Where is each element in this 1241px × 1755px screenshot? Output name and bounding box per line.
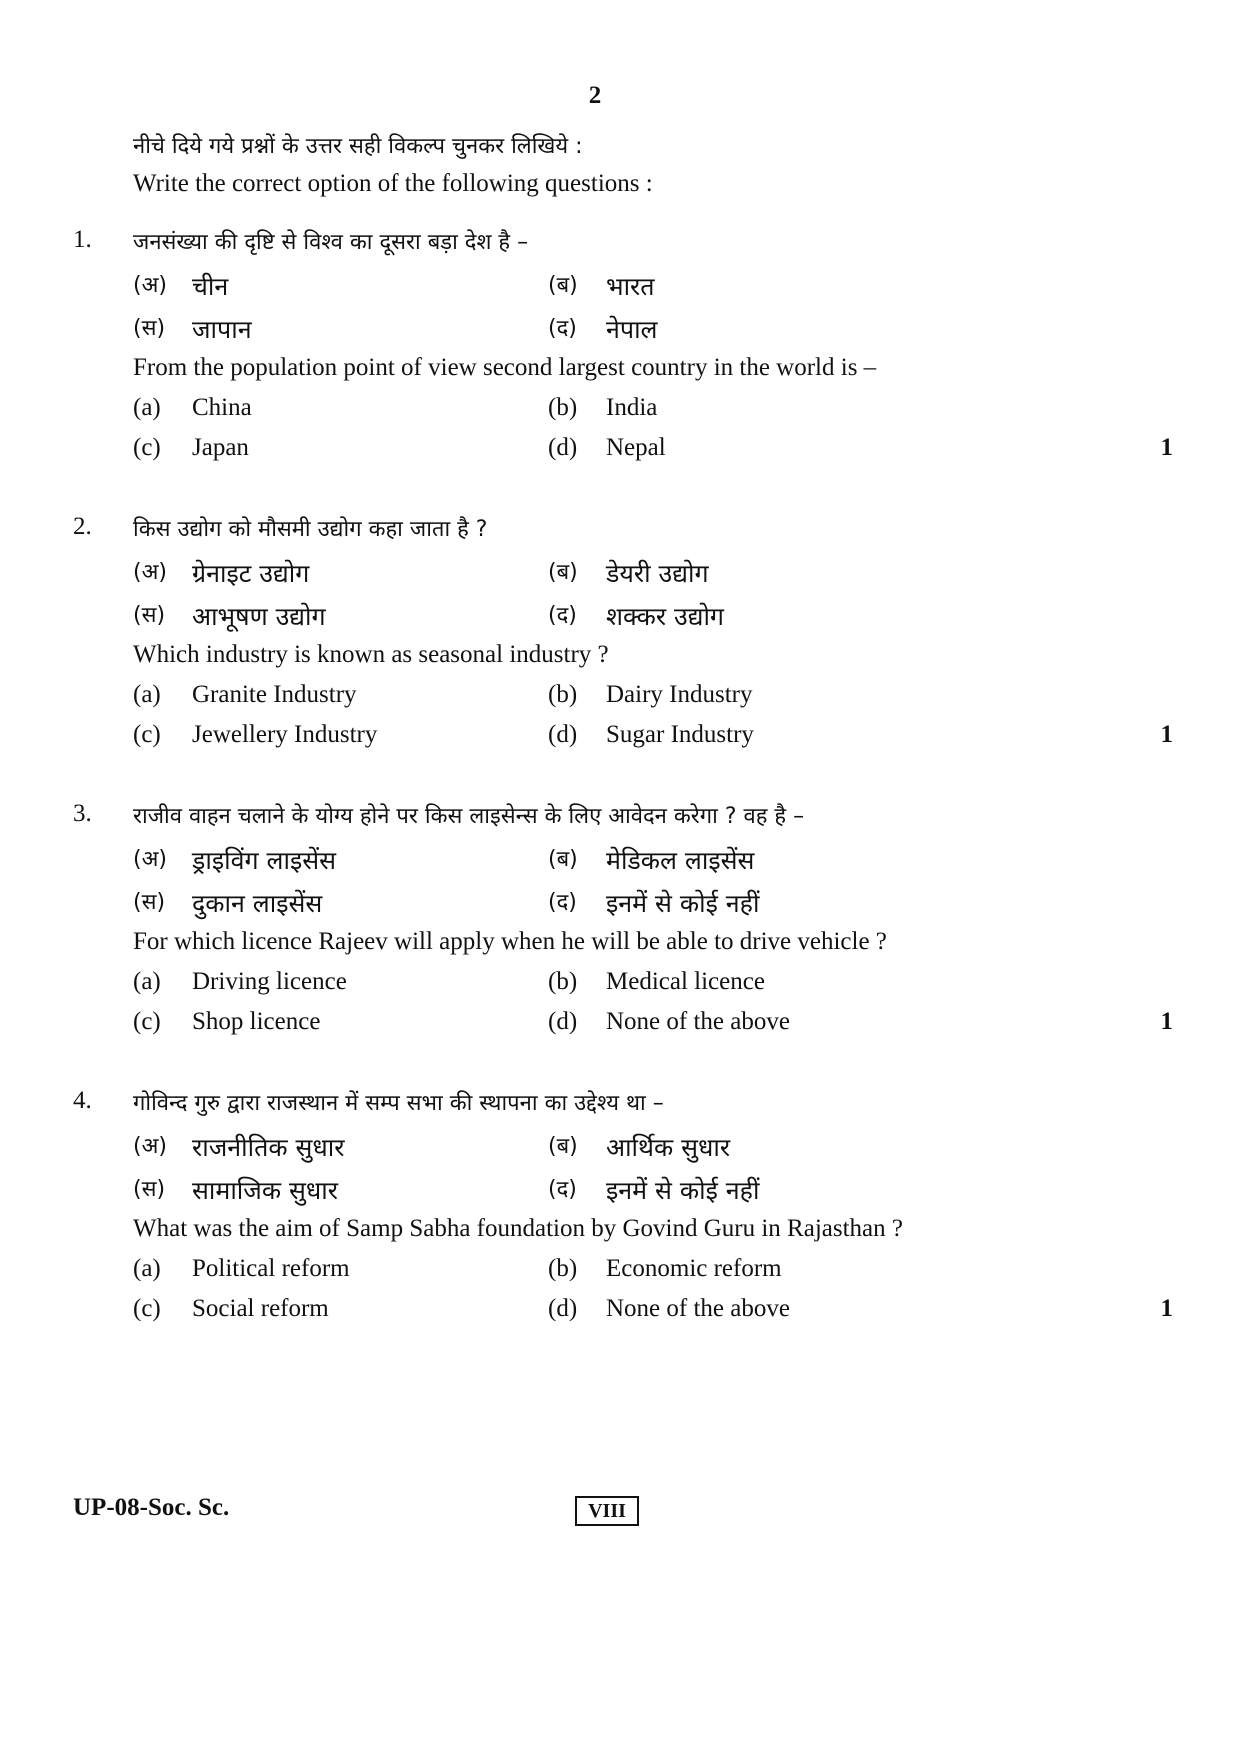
option-label: (स) [133, 316, 166, 341]
paper-code: UP-08-Soc. Sc. [73, 1494, 230, 1521]
option-label: (ब) [548, 273, 578, 298]
question-text-hindi: राजीव वाहन चलाने के योग्य होने पर किस लाइसेन्स के लिए आवेदन करेगा ? वह है – [133, 804, 805, 829]
option-label: (c) [133, 434, 161, 461]
option-text: None of the above [606, 1295, 790, 1322]
option-label: (द) [548, 316, 577, 341]
question-text-hindi: जनसंख्या की दृष्टि से विश्व का दूसरा बड़ा देश है – [133, 230, 529, 255]
option-label: (a) [133, 1255, 161, 1282]
option-label: (अ) [133, 1134, 167, 1159]
option-text-hindi: सामाजिक सुधार [192, 1176, 338, 1205]
option-label: (द) [548, 1177, 577, 1202]
question-number: 2. [73, 513, 92, 540]
option-label: (ब) [548, 847, 578, 872]
option-label: (ब) [548, 1134, 578, 1159]
class-label-box: VIII [575, 1496, 639, 1526]
option-text: India [606, 394, 658, 421]
option-label: (a) [133, 681, 161, 708]
option-label: (द) [548, 890, 577, 915]
option-text: Japan [192, 434, 249, 461]
option-text-hindi: मेडिकल लाइसेंस [606, 846, 755, 875]
question-number: 4. [73, 1087, 92, 1114]
option-label: (b) [548, 681, 578, 708]
option-label: (b) [548, 968, 578, 995]
option-text: Social reform [192, 1295, 329, 1322]
option-text-hindi: राजनीतिक सुधार [192, 1133, 345, 1162]
option-text: Driving licence [192, 968, 347, 995]
option-text-hindi: आभूषण उद्योग [192, 602, 326, 631]
option-text-hindi: डेयरी उद्योग [606, 559, 709, 588]
option-label: (द) [548, 603, 577, 628]
question-text-hindi: किस उद्योग को मौसमी उद्योग कहा जाता है ? [133, 517, 488, 542]
option-label: (ब) [548, 560, 578, 585]
option-text: Economic reform [606, 1255, 782, 1282]
option-label: (d) [548, 721, 578, 748]
option-label: (अ) [133, 273, 167, 298]
option-text-hindi: दुकान लाइसेंस [192, 889, 323, 918]
option-text-hindi: ग्रेनाइट उद्योग [192, 559, 310, 588]
option-text-hindi: नेपाल [606, 315, 658, 344]
option-label: (c) [133, 721, 161, 748]
question-number: 3. [73, 800, 92, 827]
option-text: Dairy Industry [606, 681, 753, 708]
option-text: Political reform [192, 1255, 350, 1282]
option-label: (a) [133, 968, 161, 995]
option-text-hindi: शक्कर उद्योग [606, 602, 724, 631]
option-label: (d) [548, 434, 578, 461]
option-text-hindi: चीन [192, 272, 229, 301]
question-number: 1. [73, 226, 92, 253]
marks: 1 [1160, 1008, 1173, 1035]
question-text-english: What was the aim of Samp Sabha foundation by Govind Guru in Rajasthan ? [133, 1215, 903, 1242]
option-label: (अ) [133, 560, 167, 585]
option-text: None of the above [606, 1008, 790, 1035]
option-label: (c) [133, 1008, 161, 1035]
option-label: (b) [548, 1255, 578, 1282]
instruction-hindi: नीचे दिये गये प्रश्नों के उत्तर सही विकल्प चुनकर लिखिये : [133, 134, 583, 159]
option-label: (स) [133, 603, 166, 628]
option-text: Sugar Industry [606, 721, 754, 748]
option-text-hindi: इनमें से कोई नहीं [606, 1176, 760, 1205]
option-text-hindi: आर्थिक सुधार [606, 1133, 731, 1162]
option-text: Jewellery Industry [192, 721, 378, 748]
instruction-english: Write the correct option of the following questions : [133, 170, 653, 197]
option-label: (अ) [133, 847, 167, 872]
option-label: (स) [133, 890, 166, 915]
marks: 1 [1160, 721, 1173, 748]
option-text-hindi: ड्राइविंग लाइसेंस [192, 846, 337, 875]
question-text-english: For which licence Rajeev will apply when he will be able to drive vehicle ? [133, 928, 887, 955]
option-label: (a) [133, 394, 161, 421]
option-text: Nepal [606, 434, 666, 461]
option-text: Medical licence [606, 968, 765, 995]
marks: 1 [1160, 434, 1173, 461]
option-text-hindi: जापान [192, 315, 252, 344]
option-text-hindi: भारत [606, 272, 655, 301]
marks: 1 [1160, 1295, 1173, 1322]
option-label: (c) [133, 1295, 161, 1322]
question-text-english: From the population point of view second largest country in the world is – [133, 354, 877, 381]
option-label: (d) [548, 1295, 578, 1322]
option-text-hindi: इनमें से कोई नहीं [606, 889, 760, 918]
option-label: (d) [548, 1008, 578, 1035]
option-text: Shop licence [192, 1008, 321, 1035]
option-text: China [192, 394, 252, 421]
question-text-hindi: गोविन्द गुरु द्वारा राजस्थान में सम्प सभा की स्थापना का उद्देश्य था – [133, 1091, 664, 1116]
option-label: (b) [548, 394, 578, 421]
question-text-english: Which industry is known as seasonal industry ? [133, 641, 609, 668]
option-text: Granite Industry [192, 681, 357, 708]
option-label: (स) [133, 1177, 166, 1202]
page-number: 2 [588, 82, 602, 109]
